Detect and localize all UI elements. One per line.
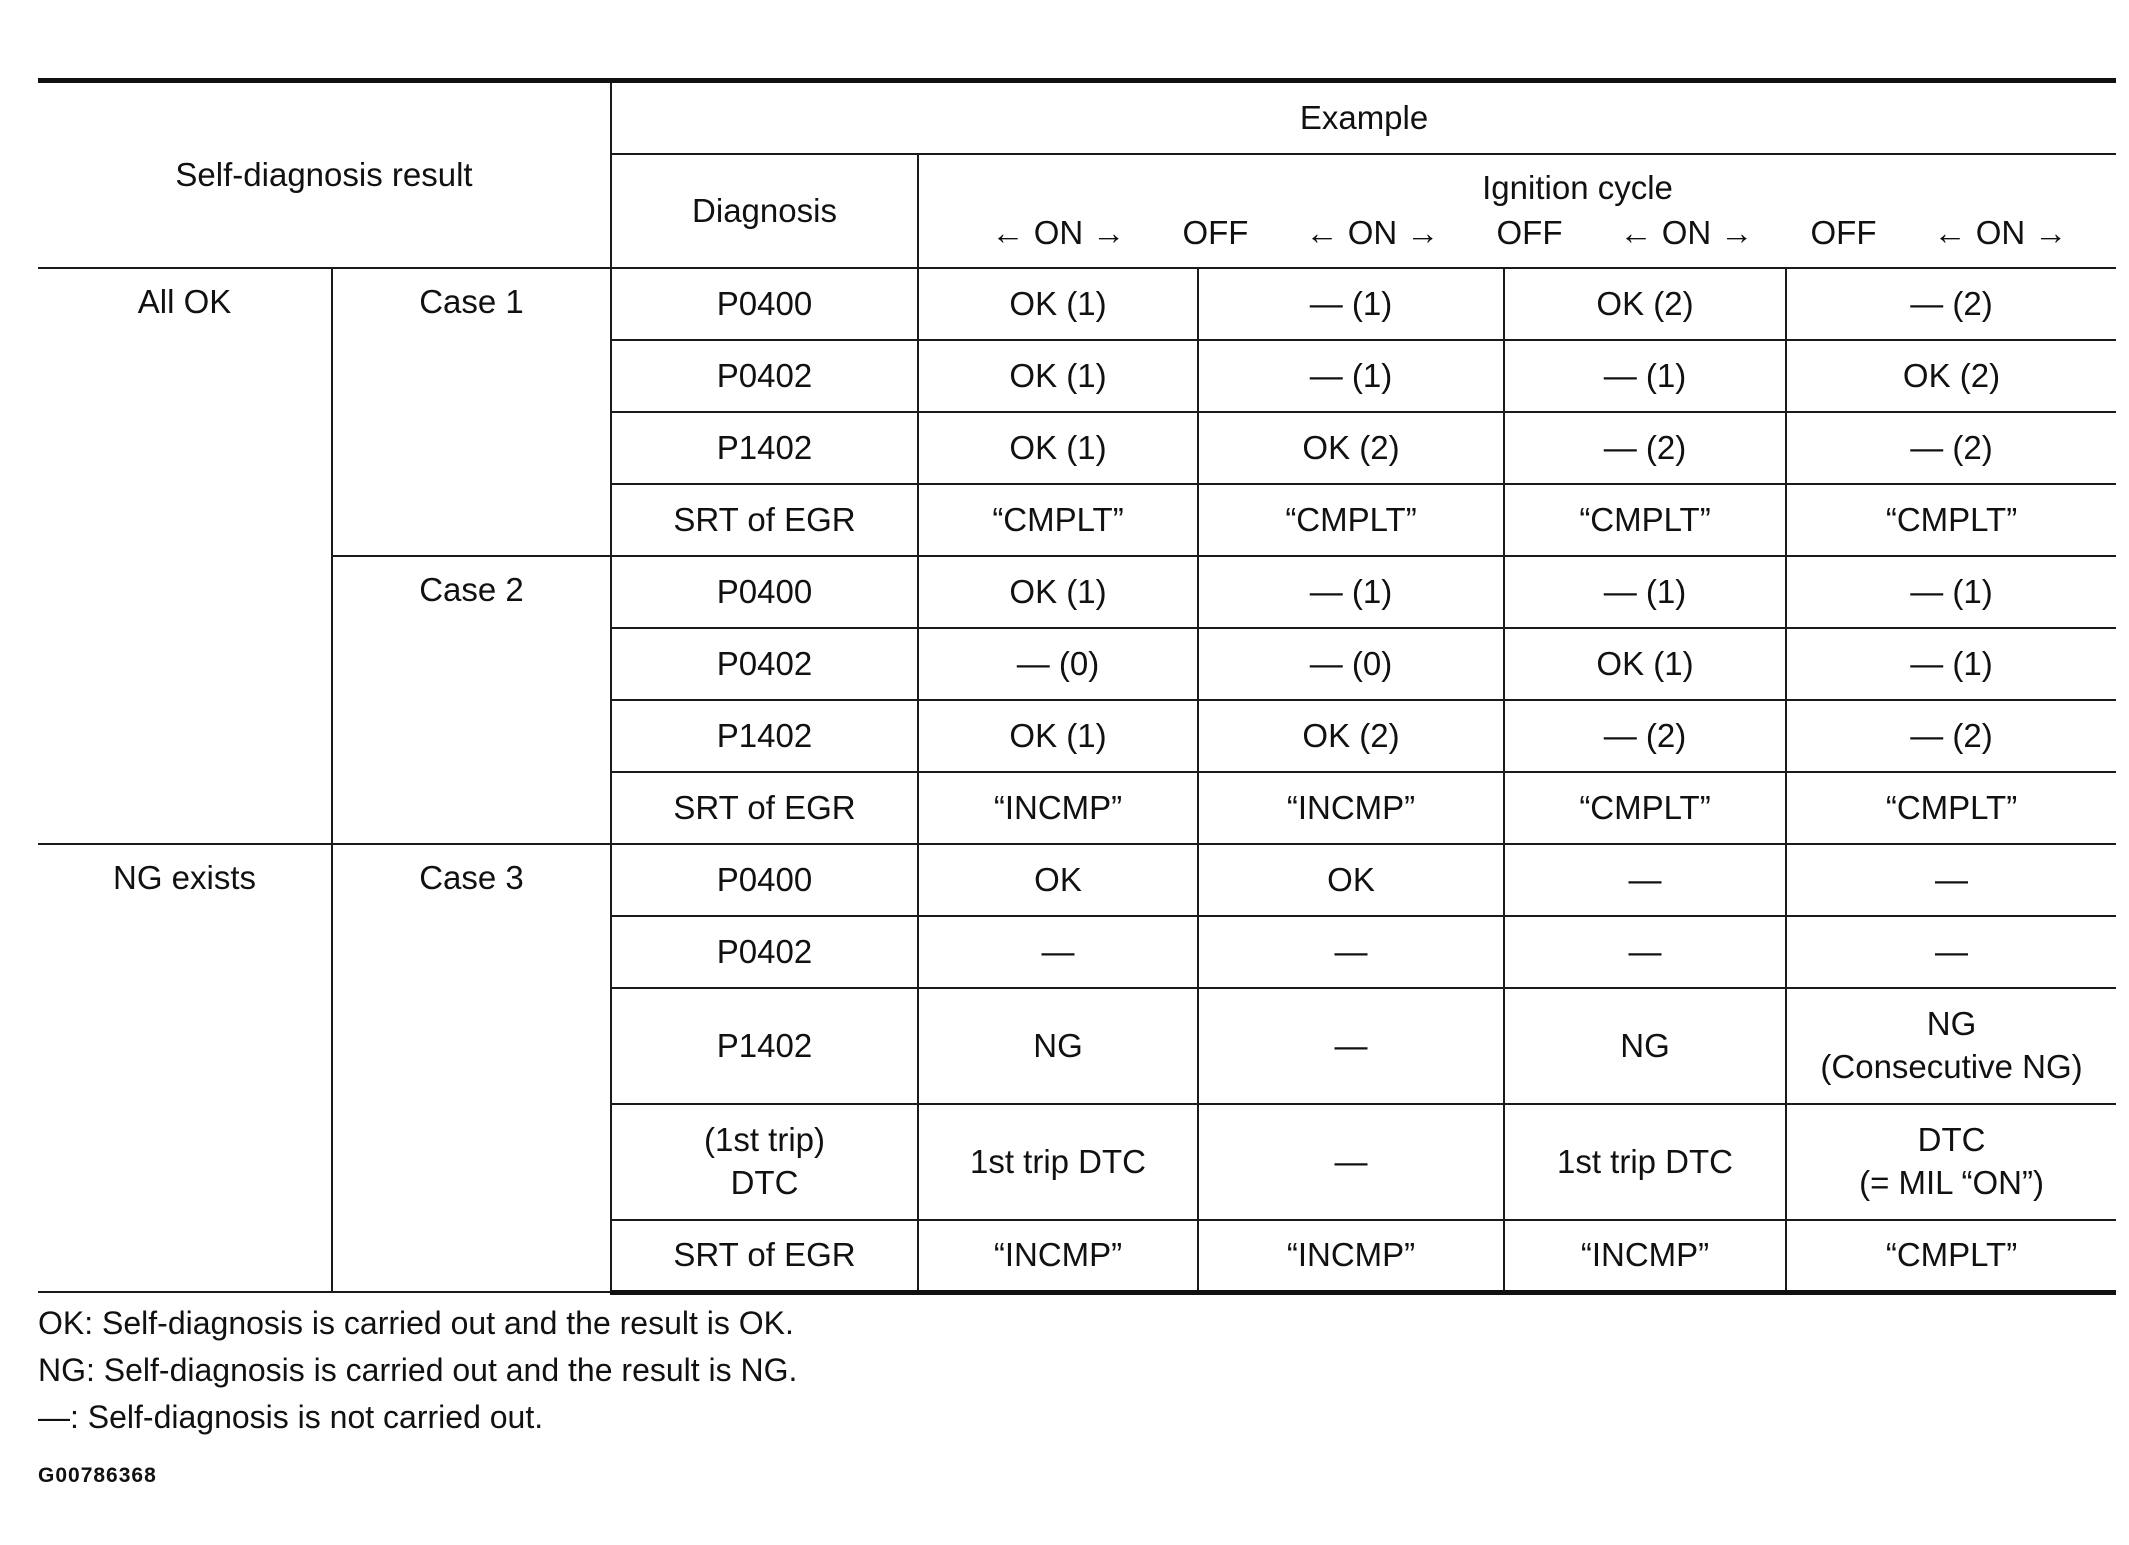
status-cell: — <box>1198 988 1504 1104</box>
status-cell: — <box>1504 844 1786 916</box>
ignition-cycle-title: Ignition cycle <box>1482 169 1673 207</box>
status-cell: — (1) <box>1198 556 1504 628</box>
status-cell: — (2) <box>1786 268 2116 340</box>
header-row-example <box>38 81 2116 155</box>
diagnosis-cell-line: (1st trip) <box>703 1121 825 1159</box>
cycle-label: OFF <box>1182 214 1249 251</box>
cycle-label: ← ON → <box>1305 214 1440 251</box>
diagnosis-cell: SRT of EGR <box>611 484 918 556</box>
status-cell: — (2) <box>1786 412 2116 484</box>
status-cell-line: (Consecutive NG) <box>1820 1048 2083 1085</box>
cycle-label: ← ON → <box>991 214 1126 251</box>
case-cell: Case 2 <box>332 556 611 844</box>
legend-ok: OK: Self-diagnosis is carried out and the result is OK. <box>38 1305 794 1341</box>
table-row <box>38 268 2116 340</box>
legend-not-carried-out: —: Self-diagnosis is not carried out. <box>38 1399 544 1435</box>
status-cell: — (2) <box>1786 700 2116 772</box>
status-cell: — <box>1504 916 1786 988</box>
status-cell: OK (2) <box>1504 268 1786 340</box>
status-cell: NG <box>1504 988 1786 1104</box>
status-cell: 1st trip DTC <box>1504 1104 1786 1220</box>
status-cell: — <box>1198 1104 1504 1220</box>
diagnosis-cell: P1402 <box>611 412 918 484</box>
status-cell: “CMPLT” <box>1504 772 1786 844</box>
status-cell: “INCMP” <box>1504 1220 1786 1292</box>
table-body <box>38 81 2116 1293</box>
status-cell-line: (= MIL “ON”) <box>1859 1164 2044 1201</box>
status-cell: OK <box>918 844 1198 916</box>
status-cell: “INCMP” <box>918 1220 1198 1292</box>
cycle-label: OFF <box>1496 214 1563 251</box>
status-cell: — (1) <box>1786 556 2116 628</box>
status-cell <box>1786 1104 2116 1220</box>
status-cell: — (1) <box>1198 340 1504 412</box>
status-cell: OK (1) <box>918 556 1198 628</box>
status-cell: — (2) <box>1504 700 1786 772</box>
status-cell: “INCMP” <box>1198 1220 1504 1292</box>
cycle-label: OFF <box>1810 214 1877 251</box>
status-cell: OK (2) <box>1786 340 2116 412</box>
diagnosis-cell: P0402 <box>611 916 918 988</box>
status-cell: — <box>1786 844 2116 916</box>
status-cell: OK <box>1198 844 1504 916</box>
status-cell: — (1) <box>1786 628 2116 700</box>
status-cell: — (0) <box>1198 628 1504 700</box>
ignition-cycle-sequence <box>923 212 2112 255</box>
status-cell: — <box>1198 916 1504 988</box>
status-cell: “CMPLT” <box>918 484 1198 556</box>
cycle-label: ← ON → <box>1933 214 2068 251</box>
status-cell: — (0) <box>918 628 1198 700</box>
status-cell: — <box>918 916 1198 988</box>
status-cell: OK (1) <box>918 700 1198 772</box>
status-cell: “INCMP” <box>918 772 1198 844</box>
status-cell: NG <box>918 988 1198 1104</box>
status-cell: — (2) <box>1504 412 1786 484</box>
status-cell: OK (2) <box>1198 412 1504 484</box>
result-group-cell: All OK <box>38 268 332 844</box>
ignition-cycle-header <box>918 154 2116 268</box>
diagnosis-cell: P0402 <box>611 628 918 700</box>
case-cell: Case 3 <box>332 844 611 1292</box>
diagnosis-cell <box>611 1104 918 1220</box>
status-cell <box>1786 988 2116 1104</box>
diagnosis-cell: SRT of EGR <box>611 772 918 844</box>
example-header: Example <box>611 81 2116 155</box>
status-cell: OK (1) <box>918 412 1198 484</box>
table-row <box>38 844 2116 916</box>
status-cell: OK (1) <box>1504 628 1786 700</box>
result-group-cell: NG exists <box>38 844 332 1292</box>
diagnosis-cell: P1402 <box>611 988 918 1104</box>
status-cell: OK (1) <box>918 268 1198 340</box>
status-cell: “CMPLT” <box>1786 772 2116 844</box>
status-cell: OK (1) <box>918 340 1198 412</box>
status-cell-line: DTC <box>1917 1121 1986 1159</box>
cycle-label: ← ON → <box>1619 214 1754 251</box>
status-cell: “CMPLT” <box>1504 484 1786 556</box>
diagnosis-header: Diagnosis <box>611 154 918 268</box>
status-cell: — (1) <box>1504 556 1786 628</box>
diagnosis-cell: P1402 <box>611 700 918 772</box>
diagnosis-cell: P0402 <box>611 340 918 412</box>
diagnosis-cell: SRT of EGR <box>611 1220 918 1292</box>
table-row <box>38 556 2116 628</box>
status-cell: “INCMP” <box>1198 772 1504 844</box>
status-cell: — (1) <box>1198 268 1504 340</box>
figure-code: G00786368 <box>38 1464 157 1487</box>
self-diagnosis-result-header: Self-diagnosis result <box>38 81 611 269</box>
diagnosis-cell: P0400 <box>611 844 918 916</box>
status-cell: “CMPLT” <box>1198 484 1504 556</box>
legend-ng: NG: Self-diagnosis is carried out and the result is NG. <box>38 1352 798 1388</box>
status-cell: “CMPLT” <box>1786 484 2116 556</box>
status-cell: 1st trip DTC <box>918 1104 1198 1220</box>
status-cell: — <box>1786 916 2116 988</box>
status-cell: “CMPLT” <box>1786 1220 2116 1292</box>
status-cell-line: NG <box>1926 1005 1977 1043</box>
diagnosis-cell: P0400 <box>611 556 918 628</box>
case-cell: Case 1 <box>332 268 611 556</box>
diagnosis-cell-line: DTC <box>730 1164 799 1201</box>
status-cell: OK (2) <box>1198 700 1504 772</box>
self-diagnosis-table <box>38 78 2116 1295</box>
status-cell: — (1) <box>1504 340 1786 412</box>
diagnosis-cell: P0400 <box>611 268 918 340</box>
